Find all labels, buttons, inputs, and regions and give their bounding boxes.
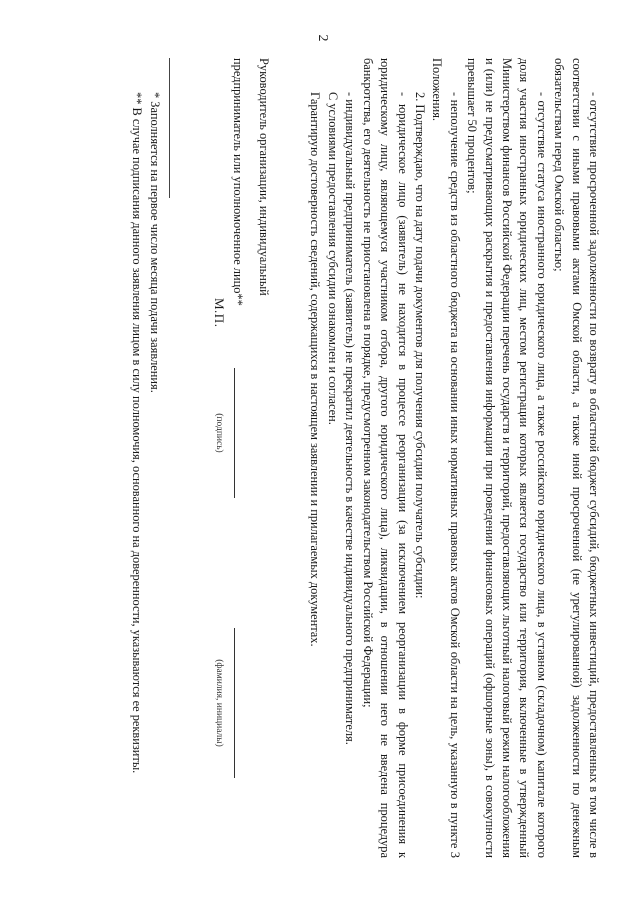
name-line <box>234 628 249 778</box>
footnote-2: ** В случае подписания данного заявления лицом в силу полномочия, основанного на доверенности, указываются ее реквизиты. <box>130 92 145 774</box>
paragraph-legal-entity: - юридическое лицо (заявитель) не находится в процессе реорганизации (за исключением реорганизации в форме присоединения к юридическому лицу, являющемуся участником отбора, другого юридического лица), ликвидации, в отношении него не введена процедура банкротства, его деятельность не приостановлена в порядке, предусмотренном законодательством Российской Федерации; <box>360 58 410 858</box>
paragraph-no-foreign-status: - отсутствие статуса иностранного юридического лица, а также российского юридического лица, в уставном (складочном) капитале которого доля участия иностранных юридических лиц, местом регистрации которых является государство или территория, включенные в утвержденный Министерством финансов Российской Федерации перечень государств и территорий, предоставляющих льготный налоговый режим налогообложения и (или) не предусматривающих раскрытия и предоставления информации при проведении финансовых операций (офшорные зоны), в совокупности превышает 50 процентов; <box>465 58 549 858</box>
name-label: (фамилия, инициалы) <box>214 659 225 747</box>
signer-role-line2: предприниматель или уполномоченное лицо** <box>230 58 245 306</box>
stamp-place-label: М.П. <box>212 298 228 328</box>
signature-table <box>210 58 249 858</box>
signature-label: (подпись) <box>214 413 225 453</box>
rotated-content <box>82 58 602 858</box>
paragraph-no-overdue-debt: - отсутствие просроченной задолженности по возврату в областной бюджет субсидий, бюджетных инвестиций, предоставленных в том числе в соответствии с иными правовыми актами Омской области, а также иной просроченной (не урегулированной) задолженности по денежным обязательствам перед Омской областью; <box>552 58 601 858</box>
signature-block <box>210 58 272 858</box>
paragraph-no-other-funds: - неполучение средств из областного бюджета на основании иных нормативных правовых актов Омской области на цель, указанную в пункте 3 Положения. <box>430 58 462 858</box>
signer-role-line1: Руководитель организации, индивидуальный <box>257 58 272 296</box>
paragraph-guarantee: Гарантирую достоверность сведений, содержащихся в настоящем заявлении и прилагаемых документах. <box>308 92 323 647</box>
footnote-1: * Заполняется на первое число месяца подачи заявления. <box>147 92 162 393</box>
signature-line <box>234 368 249 498</box>
page-number: 2 <box>315 34 330 42</box>
paragraph-agree-conditions: С условиями предоставления субсидии ознакомлен и согласен. <box>325 92 340 425</box>
footnote-divider <box>169 58 170 198</box>
paragraph-entrepreneur: - индивидуальный предприниматель (заявитель) не прекратил деятельность в качестве индивидуального предпринимателя. <box>343 92 358 745</box>
paragraph-confirmation: 2. Подтверждаю, что на дату подачи документов для получения субсидии получатель субсидии: <box>412 92 427 599</box>
